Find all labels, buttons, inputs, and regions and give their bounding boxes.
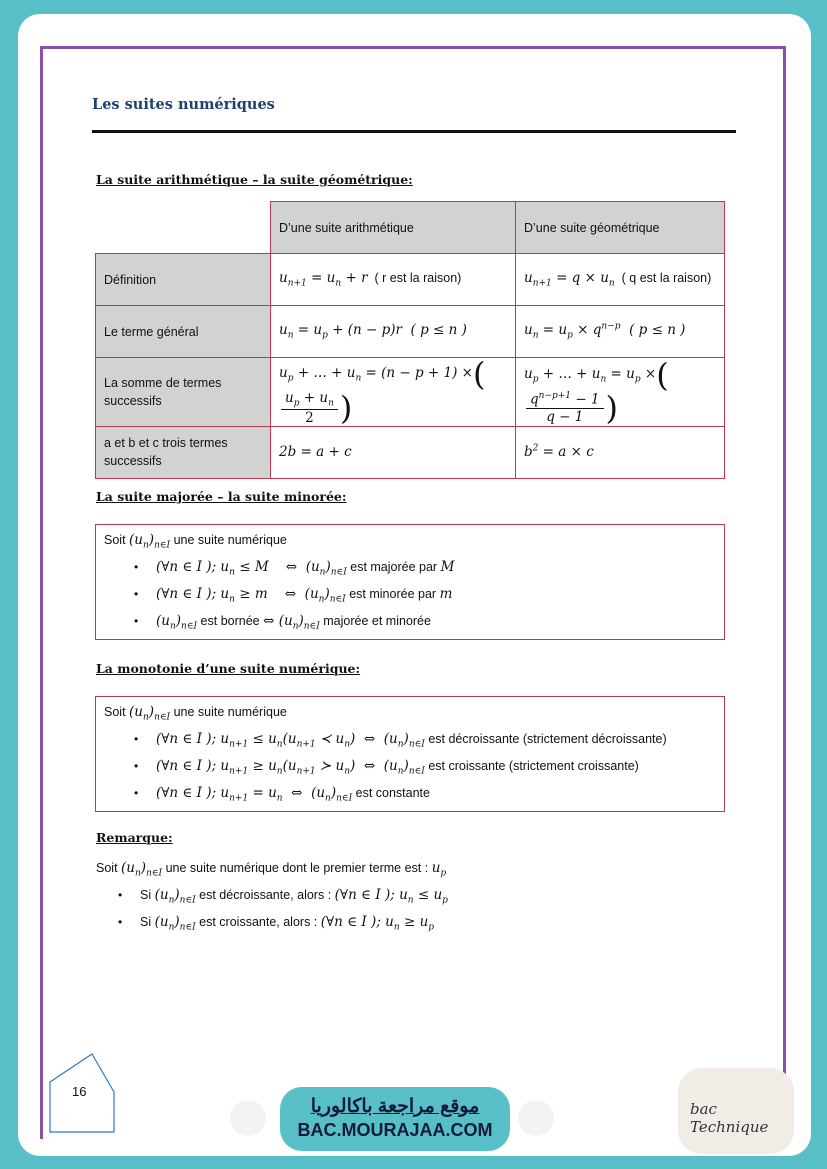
geo-definition-note: ( q est la raison)	[621, 271, 712, 286]
majoree-minoree-text: majorée et minorée	[323, 614, 431, 628]
logo-icon	[518, 1100, 554, 1136]
decroissante-text: est décroissante (strictement décroissante)	[428, 732, 667, 746]
list-item: • $(u_n)_{n\in I}$ est bornée ⇔ $(u_n)_{n\in I}$ majorée et minorée	[134, 613, 431, 632]
arith-three-terms: 2b = a + c	[271, 426, 516, 478]
row-label-general-term: Le terme général	[96, 306, 271, 358]
list-item: • (∀n ∈ I ); $u_n \le M$ ⇔ $(u_n)_{n\in I}$ est majorée par M	[134, 559, 455, 578]
bornee-text: est bornée	[200, 614, 260, 628]
monotonie-intro: Soit $(u_n)_{n\in I}$ une suite numérique	[104, 704, 287, 723]
arith-general-term: $u_n = u_p + (n - p)r$ ( p ≤ n )	[271, 306, 516, 358]
bounded-intro: Soit $(u_n)_{n\in I}$ une suite numérique	[104, 532, 287, 551]
arith-geo-table	[95, 201, 725, 479]
section-arith-geo-title: La suite arithmétique – la suite géométrique:	[96, 172, 413, 187]
geo-general-term: $u_n = u_p \times q^{n-p}$ ( p ≤ n )	[516, 306, 725, 358]
bac-technique-text: bac Technique	[690, 1100, 769, 1136]
arith-definition-note: ( r est la raison)	[374, 271, 462, 286]
monotonie-intro-text: une suite numérique	[173, 705, 287, 719]
arith-sum: $u_p$ + … + $u_n = (n - p + 1)$ ×( $\frac{u_p + u_n}{2}$ )	[271, 358, 516, 427]
arith-definition: $u_{n+1} = u_n + r$ ( r est la raison)	[271, 254, 516, 306]
bounded-intro-text: une suite numérique	[173, 533, 287, 547]
soit-label: Soit	[96, 861, 118, 875]
row-label-three-terms: a et b et c trois termes successifs	[96, 426, 271, 478]
si-label: Si	[140, 888, 152, 902]
constante-text: est constante	[355, 786, 430, 800]
row-label-sum: La somme de termes successifs	[96, 358, 271, 427]
page-number-badge	[48, 1052, 118, 1134]
section-monotonie-title: La monotonie d’une suite numérique:	[96, 661, 361, 676]
remarque-intro: Soit $(u_n)_{n\in I}$ une suite numérique dont le premier terme est : $u_p$	[96, 860, 447, 879]
site-banner[interactable]	[280, 1087, 510, 1151]
site-arabic: موقع مراجعة باكالوريا	[310, 1096, 480, 1117]
title-rule	[92, 130, 736, 133]
bac-technique-badge	[678, 1068, 794, 1154]
remarque-croissante-text: est croissante, alors :	[199, 915, 318, 929]
geo-sum: $u_p$ + … + $u_n = u_p$ ×( $\frac{q^{n-p+1} - 1}{q - 1}$ )	[516, 358, 725, 427]
remarque-title: Remarque:	[96, 830, 173, 845]
table-corner	[96, 202, 271, 254]
section-bounded-title: La suite majorée – la suite minorée:	[96, 489, 347, 504]
row-label-definition: Définition	[96, 254, 271, 306]
geo-three-terms: $b^2 = a \times c$	[516, 426, 725, 478]
list-item: • (∀n ∈ I ); $u_{n+1} \le u_n(u_{n+1}$ ≺ $u_n$) ⇔ $(u_n)_{n\in I}$ est décroissante (strictement décroissante)	[134, 731, 667, 750]
page-number: 16	[72, 1084, 87, 1099]
majoree-text: est majorée par	[350, 560, 438, 574]
list-item: • (∀n ∈ I ); $u_{n+1} = u_n$ ⇔ $(u_n)_{n\in I}$ est constante	[134, 785, 430, 804]
list-item: • Si $(u_n)_{n\in I}$ est croissante, alors : (∀n ∈ I ); $u_n \ge u_p$	[118, 914, 435, 933]
soit-label: Soit	[104, 533, 126, 547]
col-header-geo: D’une suite géométrique	[516, 202, 725, 254]
minoree-text: est minorée par	[349, 587, 437, 601]
logo-icon	[230, 1100, 266, 1136]
soit-label: Soit	[104, 705, 126, 719]
geo-definition: $u_{n+1} = q \times u_n$ ( q est la raison)	[516, 254, 725, 306]
monotonie-box	[95, 696, 725, 812]
page-title: Les suites numériques	[92, 96, 275, 113]
list-item: • Si $(u_n)_{n\in I}$ est décroissante, alors : (∀n ∈ I ); $u_n \le u_p$	[118, 887, 448, 906]
col-header-arith: D’une suite arithmétique	[271, 202, 516, 254]
list-item: • (∀n ∈ I ); $u_{n+1} \ge u_n(u_{n+1}$ ≻ $u_n$) ⇔ $(u_n)_{n\in I}$ est croissante (strictement croissante)	[134, 758, 639, 777]
croissante-text: est croissante (strictement croissante)	[428, 759, 639, 773]
remarque-intro-text: une suite numérique dont le premier terme est :	[165, 861, 429, 875]
si-label: Si	[140, 915, 152, 929]
list-item: • (∀n ∈ I ); $u_n \ge m$ ⇔ $(u_n)_{n\in I}$ est minorée par m	[134, 586, 453, 605]
remarque-decroissante-text: est décroissante, alors :	[199, 888, 332, 902]
site-url: BAC.MOURAJAA.COM	[297, 1120, 493, 1140]
bounded-box	[95, 524, 725, 640]
